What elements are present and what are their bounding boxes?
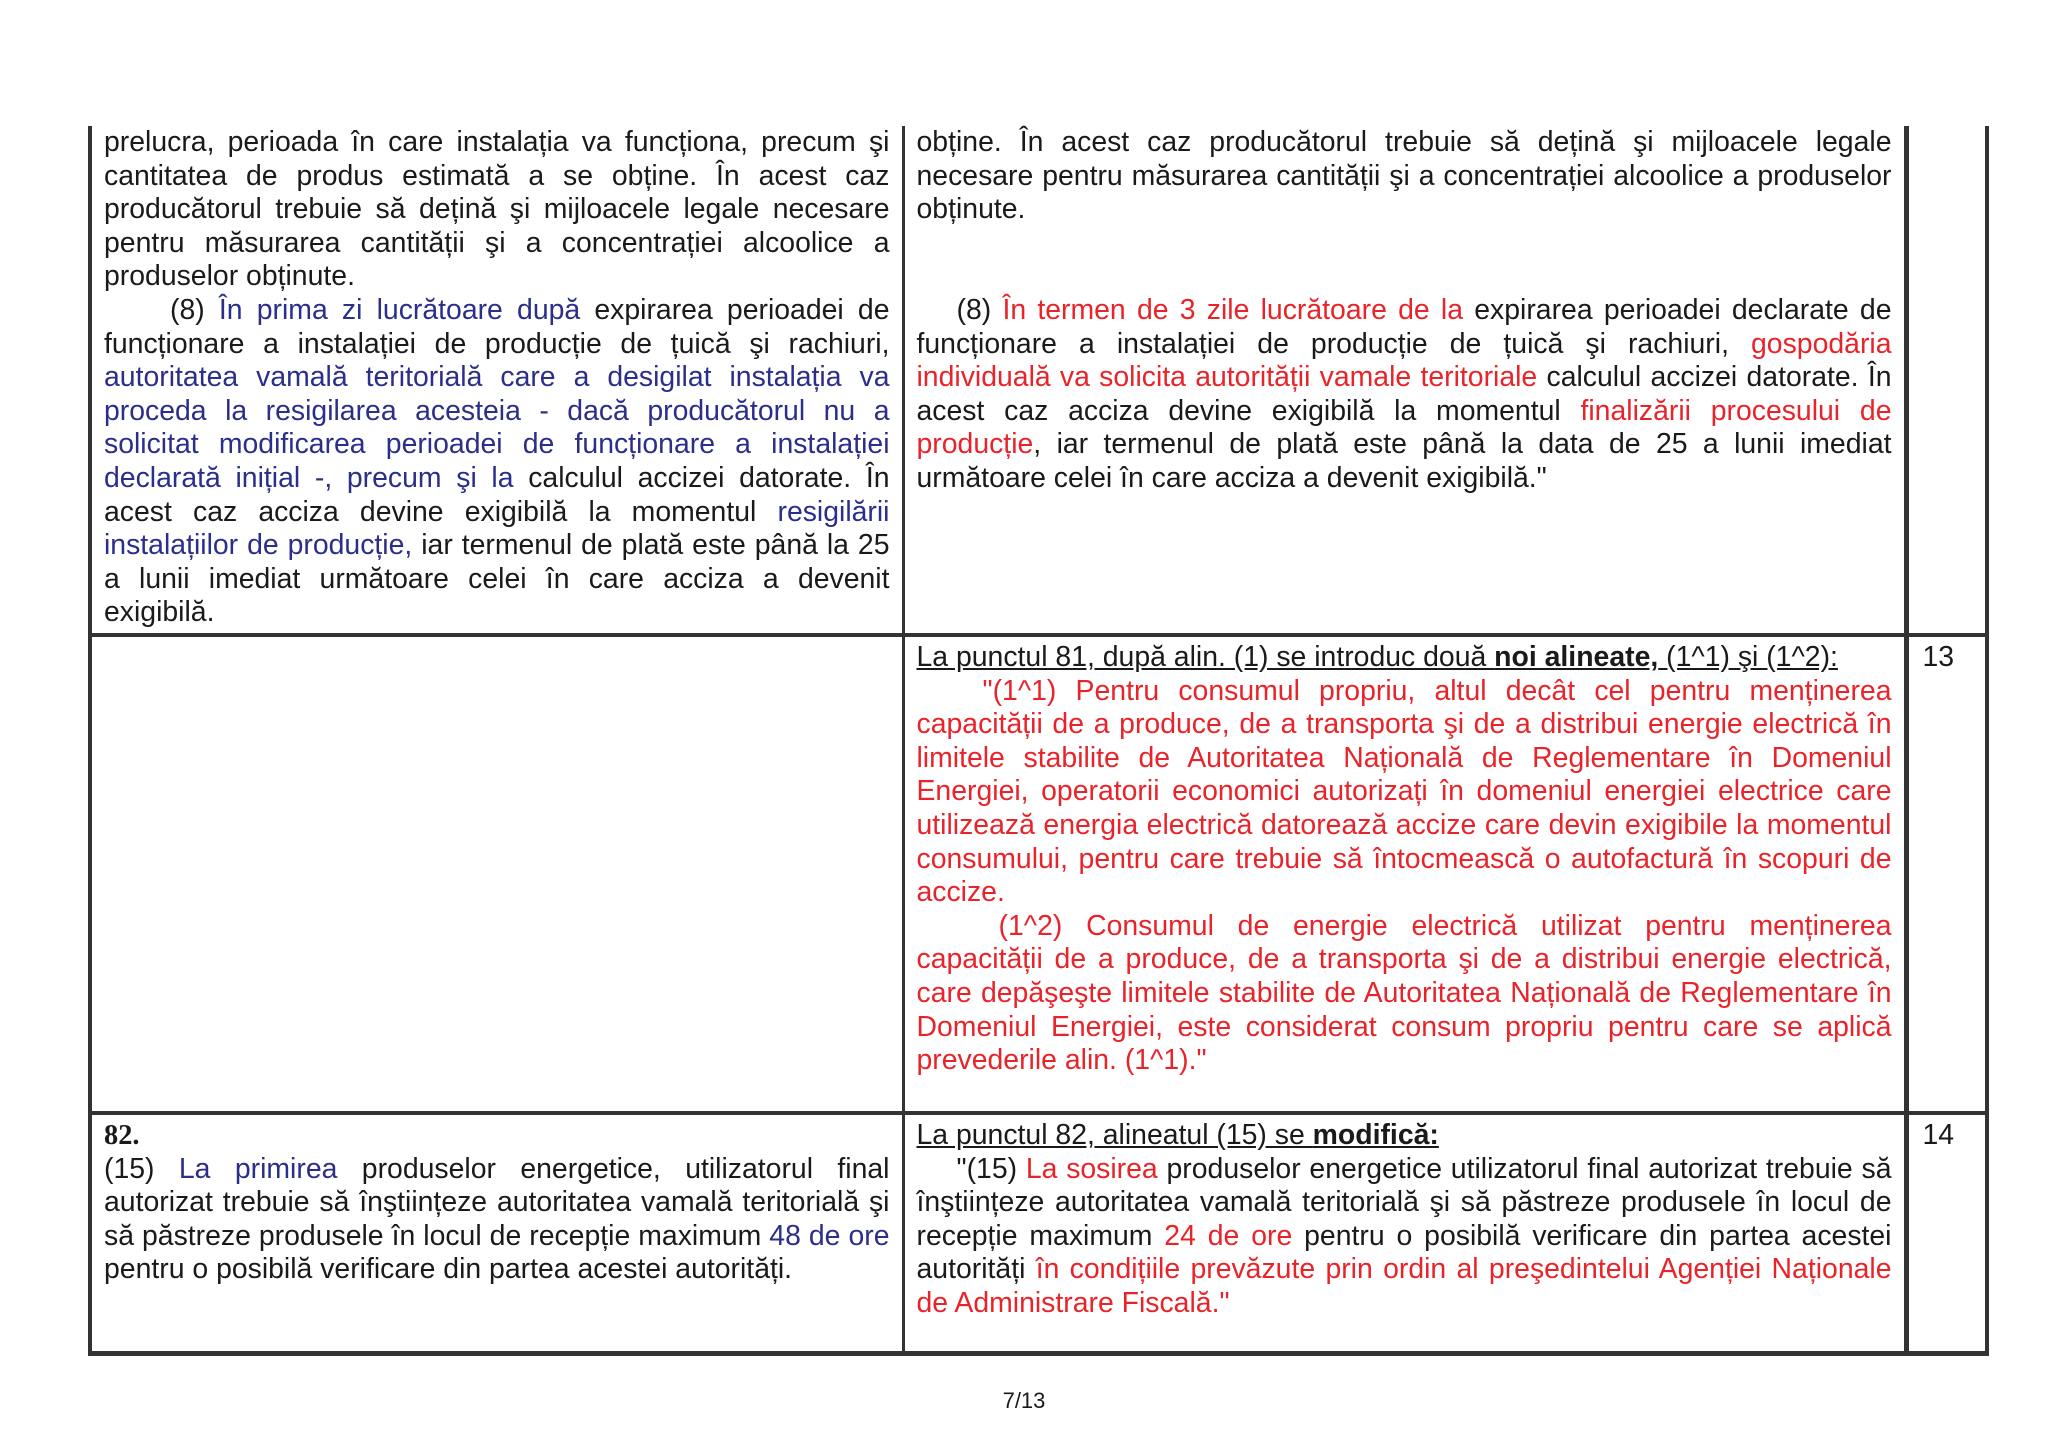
comparison-table	[88, 126, 1989, 1356]
cell-new-text	[903, 126, 1906, 635]
new-intro: obține. În acest caz producătorul trebuie să dețină şi mijloacele legale necesare pentru măsurarea cantității şi a concentrației alcoolice a produselor obținute.	[916, 126, 1892, 226]
table-row	[90, 1113, 1987, 1353]
table-row	[90, 635, 1987, 1113]
amendment-heading: La punctul 81, după alin. (1) se introduc două noi alineate, (1^1) şi (1^2):	[916, 641, 1838, 673]
point-heading: 82.	[104, 1120, 140, 1151]
page-number: 7/13	[1002, 1388, 1046, 1413]
old-paragraph-15: (15) La primirea produselor energetice, utilizatorul final autorizat trebuie să înştiințeze autoritatea vamală teritorială şi să păstreze produsele în locul de recepție maximum 48 de ore pentru o posibilă verificare din partea acestei autorități.	[104, 1152, 890, 1286]
old-paragraph-8: (8) În prima zi lucrătoare după expirarea perioadei de funcționare a instalației de producție de țuică şi rachiuri, autoritatea vamală teritorială care a desigilat instalația va proceda la resigilarea acesteia - dacă producătorul nu a solicitat modificarea perioadei de funcționare a instalației declarată inițial -, precum şi la calculul accizei datorate. În acest caz acciza devine exigibilă la momentul resigilării instalațiilor de producție, iar termenul de plată este până la 25 a lunii imediat următoare celei în care acciza a devenit exigibilă.	[104, 293, 890, 629]
amendment-heading: La punctul 82, alineatul (15) se modifică:	[916, 1119, 1439, 1151]
new-paragraph-1-1: "(1^1) Pentru consumul propriu, altul decât cel pentru menținerea capacității de a produce, de a transporta şi de a distribui energie electrică în limitele stabilite de Autoritatea Națională de Reglementare în Domeniul Energiei, operatorii economici autorizați în domeniul energiei electrice care utilizează energia electrică datorează accize care devin exigibile la momentul consumului, pentru care trebuie să întocmească o autofactură în scopuri de accize.	[916, 674, 1892, 909]
cell-new-text	[903, 635, 1906, 1113]
cell-old-text	[90, 635, 903, 1113]
cell-old-text	[90, 126, 903, 635]
new-paragraph-8: (8) În termen de 3 zile lucrătoare de la expirarea perioadei declarate de funcționare a instalației de producție de țuică şi rachiuri, gospodăria individuală va solicita autorității vamale teritoriale calculul accizei datorate. În acest caz acciza devine exigibilă la momentul finalizării procesului de producție, iar termenul de plată este până la data de 25 a lunii imediat următoare celei în care acciza a devenit exigibilă."	[916, 293, 1892, 494]
table-row	[90, 126, 1987, 635]
cell-number: 13	[1906, 635, 1987, 1113]
new-gap	[917, 227, 1892, 294]
cell-number: 14	[1906, 1113, 1987, 1353]
cell-number	[1906, 126, 1987, 635]
cell-new-text	[903, 1113, 1906, 1353]
old-intro: prelucra, perioada în care instalația va funcționa, precum şi cantitatea de produs estimată a se obține. În acest caz producătorul trebuie să dețină şi mijloacele legale necesare pentru măsurarea cantității şi a concentrației alcoolice a produselor obținute.	[104, 126, 890, 293]
new-paragraph-1-2: (1^2) Consumul de energie electrică utilizat pentru menținerea capacității de a produce, de a transporta şi de a distribui energie electrică, care depăşeşte limitele stabilite de Autoritatea Națională de Reglementare în Domeniul Energiei, este considerat consum propriu pentru care se aplică prevederile alin. (1^1)."	[916, 909, 1892, 1077]
cell-old-text	[90, 1113, 903, 1353]
new-paragraph-15: "(15) La sosirea produselor energetice utilizatorul final autorizat trebuie să înştiințeze autoritatea vamală teritorială şi să păstreze produsele în locul de recepție maximum 24 de ore pentru o posibilă verificare din partea acestei autorități în condițiile prevăzute prin ordin al preşedintelui Agenției Naționale de Administrare Fiscală."	[916, 1152, 1892, 1319]
